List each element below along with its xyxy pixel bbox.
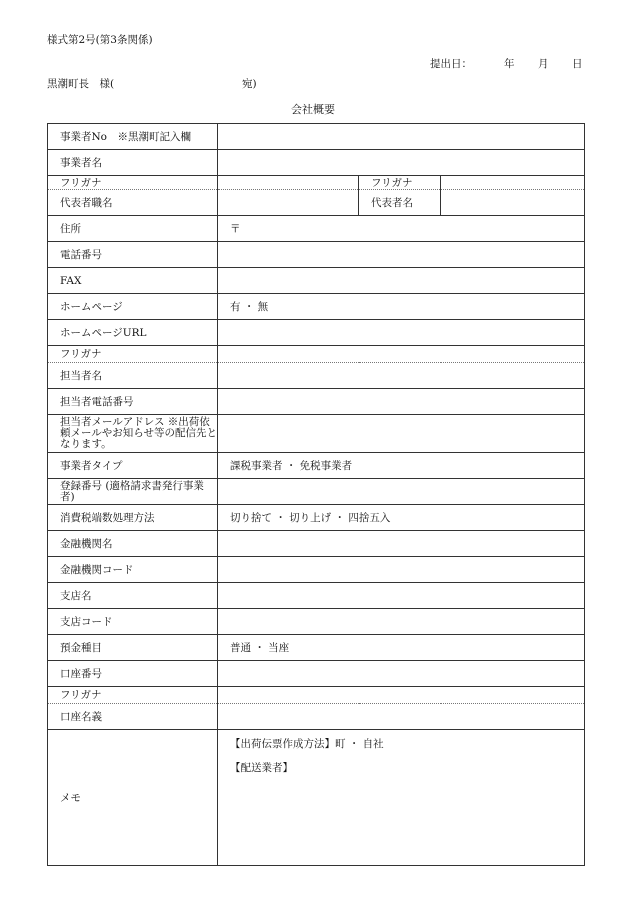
field-branch-code[interactable] <box>218 609 585 635</box>
memo-shipping-method: 【出荷伝票作成方法】町 ・ 自社 <box>230 738 384 750</box>
label-business-no: 事業者No ※黒潮町記入欄 <box>48 124 218 150</box>
label-fax: FAX <box>48 268 218 294</box>
submit-day-label: 日 <box>572 58 583 70</box>
field-contact-phone[interactable] <box>218 389 585 415</box>
field-contact-name[interactable] <box>218 363 585 389</box>
form-number: 様式第2号(第3条関係) <box>47 34 153 46</box>
label-furigana-rep-name: フリガナ <box>359 176 441 190</box>
field-rep-name[interactable] <box>441 190 585 216</box>
label-rep-title: 代表者職名 <box>48 190 218 216</box>
submit-date-label: 提出日： <box>430 58 472 70</box>
submit-year-label: 年 <box>504 58 515 70</box>
label-homepage-url: ホームページURL <box>48 320 218 346</box>
label-branch-name: 支店名 <box>48 583 218 609</box>
recipient-suffix: 宛) <box>242 78 257 90</box>
field-reg-number[interactable] <box>218 479 585 505</box>
memo-carrier: 【配送業者】 <box>230 762 293 774</box>
label-address: 住所 <box>48 216 218 242</box>
recipient-label: 黒潮町長 様( <box>47 78 115 90</box>
field-bank-name[interactable] <box>218 531 585 557</box>
field-branch-name[interactable] <box>218 583 585 609</box>
label-rep-name: 代表者名 <box>359 190 441 216</box>
field-phone[interactable] <box>218 242 585 268</box>
label-account-name: 口座名義 <box>48 704 218 730</box>
field-business-type[interactable]: 課税事業者 ・ 免税事業者 <box>218 453 585 479</box>
label-deposit-type: 預金種目 <box>48 635 218 661</box>
field-rep-title[interactable] <box>218 190 359 216</box>
label-branch-code: 支店コード <box>48 609 218 635</box>
label-contact-email: 担当者メールアドレス ※出荷依頼メールやお知らせ等の配信先となります。 <box>48 415 218 453</box>
label-business-name: 事業者名 <box>48 150 218 176</box>
label-bank-name: 金融機関名 <box>48 531 218 557</box>
label-contact-name: 担当者名 <box>48 363 218 389</box>
label-tax-rounding: 消費税端数処理方法 <box>48 505 218 531</box>
label-bank-code: 金融機関コード <box>48 557 218 583</box>
label-memo: メモ <box>48 730 218 866</box>
label-phone: 電話番号 <box>48 242 218 268</box>
field-business-no[interactable] <box>218 124 585 150</box>
field-contact-email[interactable] <box>218 415 585 453</box>
field-furigana-rep-title[interactable] <box>218 176 359 190</box>
field-account-name[interactable] <box>218 704 585 730</box>
label-furigana-contact: フリガナ <box>48 346 218 363</box>
field-homepage-url[interactable] <box>218 320 585 346</box>
field-tax-rounding[interactable]: 切り捨て ・ 切り上げ ・ 四捨五入 <box>218 505 585 531</box>
field-memo[interactable] <box>218 730 585 866</box>
field-furigana-account[interactable] <box>218 687 585 704</box>
label-homepage: ホームページ <box>48 294 218 320</box>
company-overview-table <box>47 123 585 866</box>
field-account-number[interactable] <box>218 661 585 687</box>
field-furigana-rep-name[interactable] <box>441 176 585 190</box>
field-furigana-contact[interactable] <box>218 346 585 363</box>
label-furigana-account: フリガナ <box>48 687 218 704</box>
field-fax[interactable] <box>218 268 585 294</box>
label-account-number: 口座番号 <box>48 661 218 687</box>
page-title: 会社概要 <box>291 103 335 116</box>
label-business-type: 事業者タイプ <box>48 453 218 479</box>
field-address[interactable]: 〒 <box>218 216 585 242</box>
label-reg-number: 登録番号 (適格請求書発行事業者) <box>48 479 218 505</box>
label-furigana-rep-title: フリガナ <box>48 176 218 190</box>
field-deposit-type[interactable]: 普通 ・ 当座 <box>218 635 585 661</box>
submit-month-label: 月 <box>538 58 549 70</box>
field-business-name[interactable] <box>218 150 585 176</box>
field-homepage[interactable]: 有 ・ 無 <box>218 294 585 320</box>
label-contact-phone: 担当者電話番号 <box>48 389 218 415</box>
field-bank-code[interactable] <box>218 557 585 583</box>
